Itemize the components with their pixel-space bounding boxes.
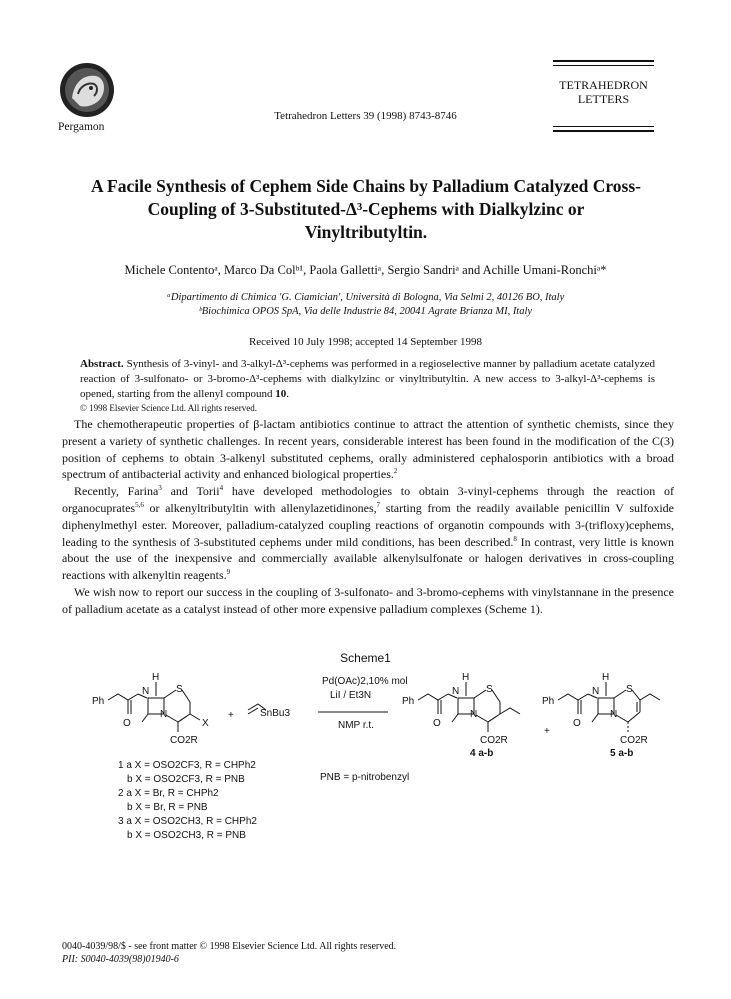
- bond: [108, 694, 138, 700]
- bond: [488, 716, 497, 722]
- abstract-end: .: [286, 388, 289, 400]
- reagent-label: NMP r.t.: [338, 720, 374, 731]
- atom-label: N: [610, 709, 618, 720]
- citation: Tetrahedron Letters 39 (1998) 8743-8746: [274, 110, 457, 122]
- bond: [592, 714, 598, 722]
- paragraph: [62, 416, 674, 483]
- reaction-scheme: [90, 668, 690, 858]
- issn-line: 0040-4039/98/$ - see front matter © 1998 Elsevier Science Ltd. All rights reserved.: [62, 941, 397, 952]
- stannane-label: SnBu3: [260, 708, 291, 719]
- plus-sign: +: [544, 726, 550, 737]
- compound-entry: 2 a X = Br, R = CHPh2: [118, 788, 219, 799]
- bond: [640, 694, 660, 700]
- reference-mark: 5,6: [135, 500, 144, 509]
- abstract-compound: 10: [275, 388, 287, 400]
- bond: [632, 690, 640, 700]
- paragraph-text: starting from the readily available penicillin V sulfoxide diphenylmethyl ester. Moreover, palladium-catalyzed coupling reactions of organotin compounds with 3-(trifloxy)cephems, leading to the synthesis of 3-substituted cephems under mild conditions, has been described.: [62, 500, 674, 549]
- reference-mark: 4: [219, 484, 224, 493]
- journal-name-line2: LETTERS: [577, 92, 630, 106]
- paragraph-text: In contrast, very little is known about the use of the inexpensive and commercially available alkenylsulfonate or halogen derivatives in cross-coupling reactions with alkenyltin reagents.: [62, 534, 674, 583]
- title-line: A Facile Synthesis of Cephem Side Chains by Palladium Catalyzed Cross-: [91, 176, 641, 196]
- bond: [474, 690, 486, 698]
- reference-mark: 2: [393, 467, 398, 476]
- bond: [164, 690, 176, 698]
- reference-mark: 9: [226, 568, 231, 577]
- bond: [452, 714, 458, 722]
- bond: [558, 694, 588, 700]
- atom-label: O: [573, 718, 581, 729]
- compound-label: 5 a-b: [610, 748, 634, 759]
- title-line: Coupling of 3-Substituted-Δ³-Cephems with Dialkylzinc or: [147, 199, 585, 219]
- bond: [166, 715, 178, 722]
- publisher-name: Pergamon: [58, 121, 105, 133]
- bond: [614, 690, 626, 698]
- compound-label: 4 a-b: [470, 748, 494, 759]
- abstract-text: Synthesis of 3-vinyl- and 3-alkyl-Δ³-cephems was performed in a regioselective manner by palladium acetate catalyzed reaction of 3-sulfonato- or 3-bromo-Δ³-cephems with dialkylzinc or vinyltributyltin. A new access to 3-alkyl-Δ³-cephems is opened, starting from the allenyl compound: [80, 358, 655, 400]
- body-text: [62, 416, 674, 618]
- paragraph-text: or alkenyltributyltin with allenylazetidinones,: [143, 500, 377, 515]
- received-date: Received 10 July 1998; accepted 14 September 1998: [248, 336, 483, 348]
- bond: [476, 715, 488, 722]
- paragraph: [62, 584, 674, 618]
- article-title: [60, 175, 672, 244]
- atom-label: O: [433, 718, 441, 729]
- journal-name-line1: TETRAHEDRON: [559, 78, 648, 92]
- atom-label: H: [602, 672, 610, 683]
- abstract-copyright: © 1998 Elsevier Science Ltd. All rights reserved.: [80, 403, 258, 413]
- atom-label: N: [452, 686, 460, 697]
- atom-label: CO2R: [170, 735, 198, 746]
- bond: [178, 716, 187, 722]
- atom-label: O: [123, 718, 131, 729]
- plus-sign: +: [228, 710, 234, 721]
- affiliation-a: ᵃDipartimento di Chimica 'G. Ciamician', Università di Bologna, Via Selmi 2, 40126 BO, Italy: [166, 292, 565, 303]
- bond: [628, 712, 640, 722]
- compound-entry: b X = Br, R = PNB: [127, 802, 208, 813]
- atom-label: N: [160, 709, 168, 720]
- paragraph-text: We wish now to report our success in the coupling of 3-sulfonato- and 3-bromo-cephems with vinylstannane in the presence of palladium acetate as a catalyst instead of other more expensive palladium complexes (Scheme 1).: [62, 584, 674, 616]
- bond: [492, 690, 500, 702]
- atom-label: S: [626, 684, 633, 695]
- bond: [190, 714, 200, 720]
- reference-mark: 8: [513, 534, 517, 543]
- page-footer: [62, 940, 396, 966]
- compound-entry: b X = OSO2CH3, R = PNB: [127, 830, 246, 841]
- bond: [616, 715, 628, 722]
- atom-label: X: [202, 718, 209, 729]
- bond: [182, 690, 190, 702]
- reagent-label: Pd(OAc)2,10% mol: [322, 676, 408, 687]
- compound-entry: 3 a X = OSO2CH3, R = CHPh2: [118, 816, 257, 827]
- atom-label: S: [176, 684, 183, 695]
- paragraph-text: The chemotherapeutic properties of β-lactam antibiotics continue to attract the attention of synthetic chemists, since they present a variety of synthetic challenges. In recent years, considerable interest has been found in the modification of the C(3) position of cephems to obtain 3-alkenyl substituted cephems, orally administered cephalosporin antibiotics with a broad spectrum of antibacterial activity and enhanced biological properties.: [62, 417, 674, 482]
- atom-label: H: [152, 672, 160, 683]
- atom-label: CO2R: [620, 735, 648, 746]
- paragraph: [62, 483, 674, 584]
- scheme-title: Scheme1: [340, 651, 391, 665]
- title-line: Vinyltributyltin.: [304, 222, 428, 242]
- pnb-note: PNB = p-nitrobenzyl: [320, 772, 410, 783]
- paragraph-text: Recently, Farina: [74, 484, 159, 499]
- compound-entry: b X = OSO2CF3, R = PNB: [127, 774, 245, 785]
- atom-label: N: [470, 709, 478, 720]
- atom-label: Ph: [542, 696, 555, 707]
- reagent-label: LiI / Et3N: [330, 690, 372, 701]
- paragraph-text: and Torii: [161, 484, 220, 499]
- atom-label: N: [142, 686, 150, 697]
- atom-label: H: [462, 672, 470, 683]
- atom-label: N: [592, 686, 600, 697]
- atom-label: S: [486, 684, 493, 695]
- compound-entry: 1 a X = OSO2CF3, R = CHPh2: [118, 760, 256, 771]
- abstract-label: Abstract.: [80, 358, 124, 370]
- atom-label: Ph: [92, 696, 105, 707]
- bond: [418, 694, 448, 700]
- bond: [500, 708, 520, 714]
- atom-label: CO2R: [480, 735, 508, 746]
- reference-mark: 3: [158, 484, 162, 493]
- affiliation-b: ᵇBiochimica OPOS SpA, Via delle Industrie 84, 20041 Agrate Brianza MI, Italy: [198, 306, 533, 317]
- author-list: Michele Contentoᵃ, Marco Da Colᵇ¹, Paola Gallettiᵃ, Sergio Sandriᵃ and Achille Umani-Ronchiᵃ*: [124, 263, 607, 277]
- reference-mark: 7: [376, 500, 381, 509]
- paragraph-text: have developed methodologies to obtain 3-vinyl-cephems through the reaction of organocuprates: [62, 484, 675, 515]
- abstract: [80, 357, 655, 402]
- atom-label: Ph: [402, 696, 415, 707]
- journal-masthead: [553, 60, 654, 136]
- bond: [142, 714, 148, 722]
- pii-line: PII: S0040-4039(98)01940-6: [62, 954, 179, 965]
